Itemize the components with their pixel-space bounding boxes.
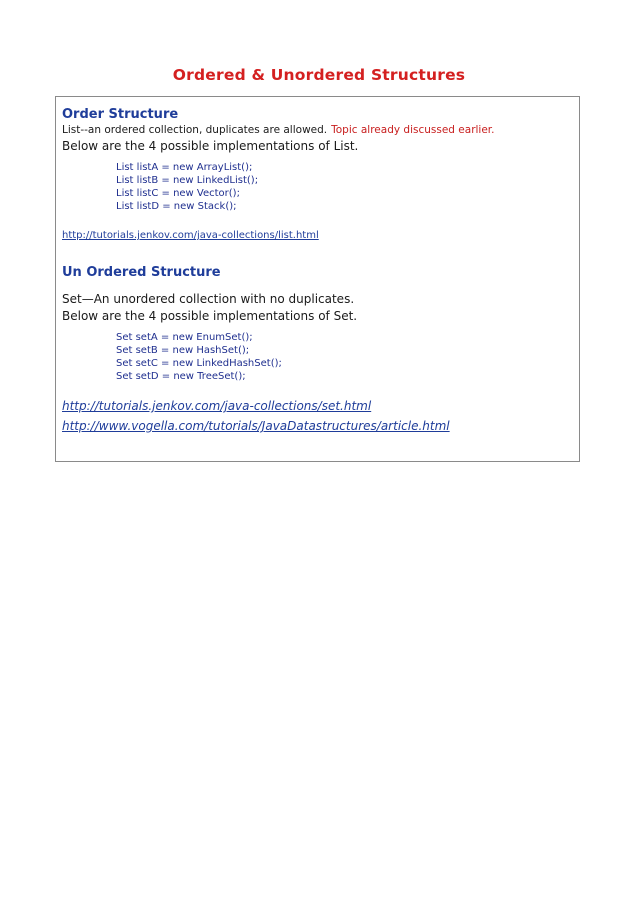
ordered-section — [62, 107, 573, 243]
code-line: Set setC = new LinkedHashSet(); — [116, 358, 282, 369]
list-tutorial-link[interactable]: http://tutorials.jenkov.com/java-collections/list.html — [62, 230, 319, 241]
ordered-note: Topic already discussed earlier. — [331, 124, 495, 136]
set-tutorial-link[interactable]: http://tutorials.jenkov.com/java-collections/set.html — [62, 399, 372, 413]
code-line: List listD = new Stack(); — [116, 201, 237, 212]
code-line: Set setD = new TreeSet(); — [116, 371, 246, 382]
ordered-intro: Below are the 4 possible implementations of List. — [62, 139, 359, 153]
code-line: List listA = new ArrayList(); — [116, 162, 253, 173]
page-title: Ordered & Unordered Structures — [172, 66, 466, 84]
code-line: Set setA = new EnumSet(); — [116, 332, 253, 343]
unordered-intro: Below are the 4 possible implementations of Set. — [62, 309, 358, 323]
code-line: List listC = new Vector(); — [116, 188, 240, 199]
code-line: Set setB = new HashSet(); — [116, 345, 250, 356]
ordered-description-line — [62, 123, 573, 138]
code-line: List listB = new LinkedList(); — [116, 175, 259, 186]
ordered-code-block — [116, 161, 573, 213]
unordered-code-block — [116, 331, 573, 383]
ordered-heading: Order Structure — [62, 107, 179, 122]
unordered-description: Set—An unordered collection with no duplicates. — [62, 292, 355, 306]
unordered-heading: Un Ordered Structure — [62, 265, 221, 280]
unordered-section — [62, 265, 573, 435]
content-box — [55, 96, 580, 462]
vogella-datastructures-link[interactable]: http://www.vogella.com/tutorials/JavaDatastructures/article.html — [62, 419, 450, 433]
ordered-description: List--an ordered collection, duplicates are allowed. — [62, 124, 328, 136]
